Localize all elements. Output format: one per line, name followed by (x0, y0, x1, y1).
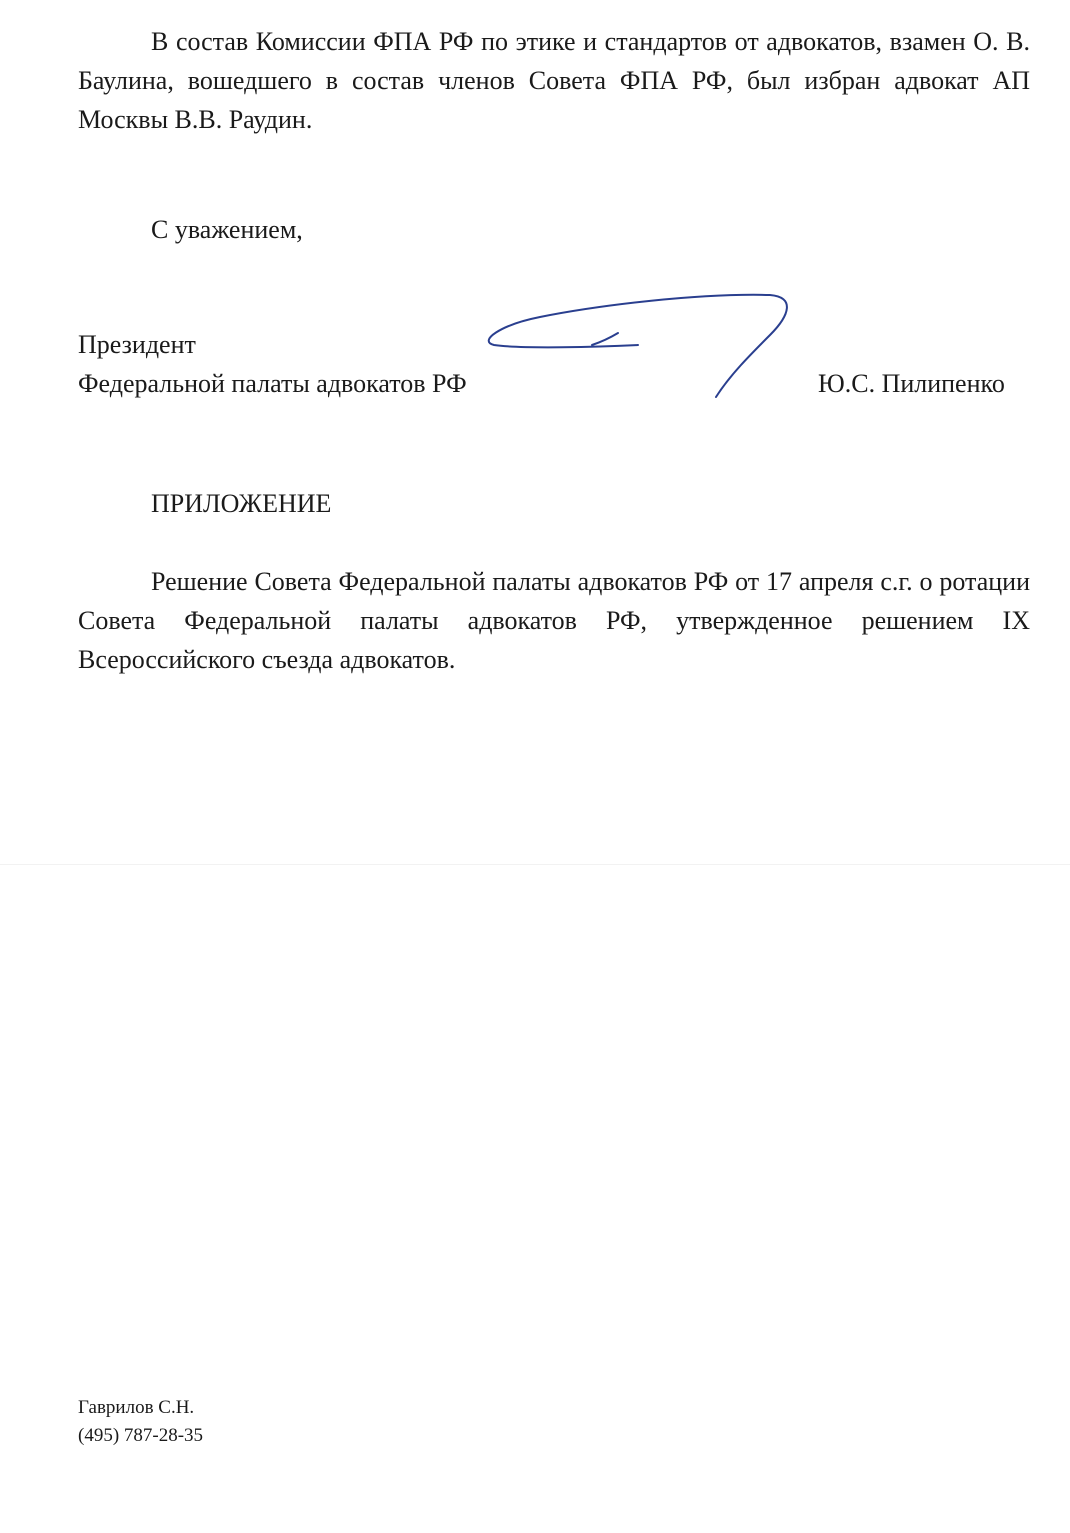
handwritten-signature (480, 285, 800, 405)
page-fold-line (0, 864, 1070, 865)
closing-salutation: С уважением, (151, 215, 303, 244)
appendix-heading: ПРИЛОЖЕНИЕ (151, 489, 332, 518)
signer-title-line-2: Федеральной палаты адвокатов РФ (78, 369, 467, 398)
executor-phone: (495) 787-28-35 (78, 1425, 204, 1446)
signature-stroke-hook (592, 333, 618, 345)
appendix-text: Решение Совета Федеральной палаты адвокатов РФ от 17 апреля с.г. о ротации Совета Федеральной палаты адвокатов РФ, утвержденное решением IX Всероссийского съезда адвокатов. (78, 567, 1030, 674)
intro-paragraph: В состав Комиссии ФПА РФ по этике и стандартов от адвокатов, взамен О. В. Баулина, вошедшего в состав членов Совета ФПА РФ, был избран адвокат АП Москвы В.В. Раудин. (78, 27, 1030, 134)
signature-stroke-main (489, 295, 787, 397)
signer-name: Ю.С. Пилипенко (818, 369, 1005, 398)
executor-name: Гаврилов С.Н. (78, 1397, 195, 1418)
signer-title-line-1: Президент (78, 330, 196, 359)
